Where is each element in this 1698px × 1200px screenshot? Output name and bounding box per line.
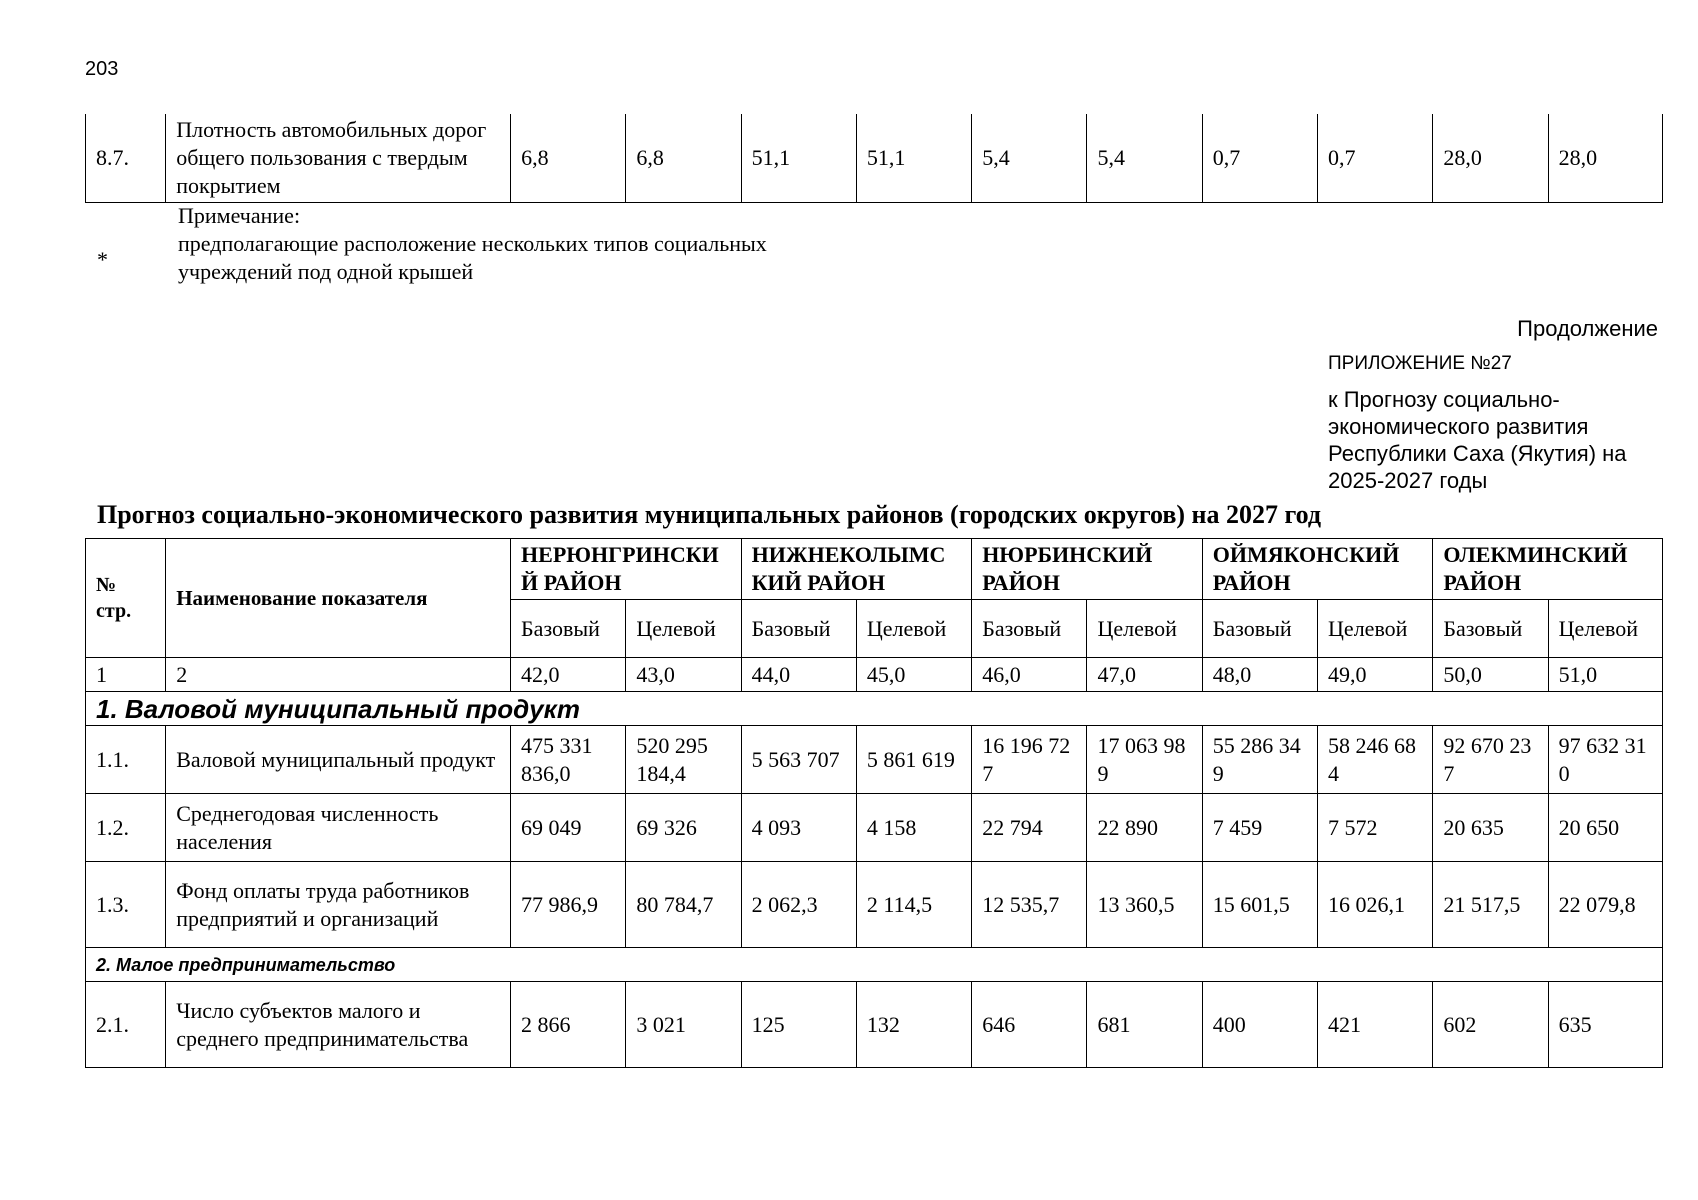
index-cell: 48,0: [1202, 658, 1317, 692]
target-header: Целевой: [626, 600, 741, 658]
target-header: Целевой: [856, 600, 971, 658]
base-header: Базовый: [1202, 600, 1317, 658]
value-cell: 22 890: [1087, 794, 1202, 862]
value-cell: 2 114,5: [856, 862, 971, 948]
value-cell: 602: [1433, 982, 1548, 1068]
table-row: [86, 726, 1663, 794]
value-cell: 3 021: [626, 982, 741, 1068]
value-cell: 16 196 727: [972, 726, 1087, 794]
row-number: 1.3.: [86, 862, 166, 948]
value-cell: 4 093: [741, 794, 856, 862]
index-cell: 43,0: [626, 658, 741, 692]
index-cell: 44,0: [741, 658, 856, 692]
column-header-name: Наименование показателя: [166, 539, 511, 658]
value-cell: 646: [972, 982, 1087, 1068]
value-cell: 69 049: [511, 794, 626, 862]
value-cell: 132: [856, 982, 971, 1068]
annex-header: [1328, 314, 1658, 494]
district-header: НИЖНЕКОЛЫМСКИЙ РАЙОН: [741, 539, 972, 600]
value-cell: 0,7: [1202, 114, 1317, 203]
value-cell: 22 794: [972, 794, 1087, 862]
value-cell: 20 650: [1548, 794, 1662, 862]
district-header: ОЙМЯКОНСКИЙ РАЙОН: [1202, 539, 1433, 600]
value-cell: 125: [741, 982, 856, 1068]
table-row: [86, 982, 1663, 1068]
value-cell: 92 670 237: [1433, 726, 1548, 794]
value-cell: 7 572: [1318, 794, 1433, 862]
value-cell: 80 784,7: [626, 862, 741, 948]
annex-description: к Прогнозу социально-экономического развития Республики Саха (Якутия) на 2025-2027 годы: [1328, 387, 1627, 493]
column-header-number: № стр.: [86, 539, 166, 658]
value-cell: 400: [1202, 982, 1317, 1068]
index-cell: 42,0: [511, 658, 626, 692]
row-number: 1.1.: [86, 726, 166, 794]
value-cell: 520 295 184,4: [626, 726, 741, 794]
footnote-star: *: [97, 247, 108, 272]
value-cell: 5,4: [972, 114, 1087, 203]
base-header: Базовый: [972, 600, 1087, 658]
target-header: Целевой: [1548, 600, 1662, 658]
value-cell: 15 601,5: [1202, 862, 1317, 948]
value-cell: 4 158: [856, 794, 971, 862]
value-cell: 7 459: [1202, 794, 1317, 862]
value-cell: 681: [1087, 982, 1202, 1068]
value-cell: 21 517,5: [1433, 862, 1548, 948]
base-header: Базовый: [511, 600, 626, 658]
page-number: 203: [85, 58, 119, 80]
index-row: [86, 658, 1663, 692]
value-cell: 5 563 707: [741, 726, 856, 794]
value-cell: 55 286 349: [1202, 726, 1317, 794]
page-title: Прогноз социально-экономического развития муниципальных районов (городских округов) на 2027 год: [97, 500, 1322, 529]
value-cell: 58 246 684: [1318, 726, 1433, 794]
footnote: [85, 202, 985, 286]
index-cell: 2: [166, 658, 511, 692]
value-cell: 77 986,9: [511, 862, 626, 948]
value-cell: 28,0: [1433, 114, 1548, 203]
footnote-line: учреждений под одной крышей: [178, 259, 474, 284]
value-cell: 22 079,8: [1548, 862, 1662, 948]
value-cell: 51,1: [741, 114, 856, 203]
value-cell: 6,8: [511, 114, 626, 203]
district-header: НЮРБИНСКИЙ РАЙОН: [972, 539, 1203, 600]
base-header: Базовый: [1433, 600, 1548, 658]
forecast-table: [85, 538, 1663, 1068]
district-header: НЕРЮНГРИНСКИЙ РАЙОН: [511, 539, 742, 600]
value-cell: 475 331 836,0: [511, 726, 626, 794]
value-cell: 5 861 619: [856, 726, 971, 794]
index-cell: 1: [86, 658, 166, 692]
section-heading: 2. Малое предпринимательство: [86, 948, 1663, 982]
row-number: 1.2.: [86, 794, 166, 862]
value-cell: 20 635: [1433, 794, 1548, 862]
value-cell: 97 632 310: [1548, 726, 1662, 794]
value-cell: 12 535,7: [972, 862, 1087, 948]
value-cell: 28,0: [1548, 114, 1662, 203]
section-heading: 1. Валовой муниципальный продукт: [86, 692, 1663, 726]
table-row: [86, 862, 1663, 948]
continuation-label: Продолжение: [1517, 316, 1658, 341]
target-header: Целевой: [1087, 600, 1202, 658]
continued-table-row: [85, 114, 1663, 203]
row-name: Среднегодовая численность населения: [166, 794, 511, 862]
section-row: [86, 692, 1663, 726]
value-cell: 635: [1548, 982, 1662, 1068]
header-row: [86, 539, 1663, 600]
value-cell: 16 026,1: [1318, 862, 1433, 948]
value-cell: 51,1: [856, 114, 971, 203]
index-cell: 50,0: [1433, 658, 1548, 692]
row-number: 8.7.: [86, 114, 166, 203]
value-cell: 17 063 989: [1087, 726, 1202, 794]
index-cell: 51,0: [1548, 658, 1662, 692]
index-cell: 47,0: [1087, 658, 1202, 692]
value-cell: 69 326: [626, 794, 741, 862]
section-row: [86, 948, 1663, 982]
row-name: Валовой муниципальный продукт: [166, 726, 511, 794]
value-cell: 2 866: [511, 982, 626, 1068]
index-cell: 49,0: [1318, 658, 1433, 692]
table-row: [86, 794, 1663, 862]
table-row: [86, 114, 1663, 203]
footnote-line: предполагающие расположение нескольких типов социальных: [178, 231, 767, 256]
district-header: ОЛЕКМИНСКИЙ РАЙОН: [1433, 539, 1663, 600]
value-cell: 421: [1318, 982, 1433, 1068]
target-header: Целевой: [1318, 600, 1433, 658]
annex-title: ПРИЛОЖЕНИЕ №27: [1328, 353, 1512, 374]
value-cell: 13 360,5: [1087, 862, 1202, 948]
row-name: Число субъектов малого и среднего предпринимательства: [166, 982, 511, 1068]
footnote-label: Примечание:: [178, 203, 301, 228]
index-cell: 45,0: [856, 658, 971, 692]
value-cell: 6,8: [626, 114, 741, 203]
value-cell: 2 062,3: [741, 862, 856, 948]
value-cell: 0,7: [1318, 114, 1433, 203]
base-header: Базовый: [741, 600, 856, 658]
index-cell: 46,0: [972, 658, 1087, 692]
row-name: Плотность автомобильных дорог общего пользования с твердым покрытием: [166, 114, 511, 203]
row-number: 2.1.: [86, 982, 166, 1068]
row-name: Фонд оплаты труда работников предприятий и организаций: [166, 862, 511, 948]
value-cell: 5,4: [1087, 114, 1202, 203]
